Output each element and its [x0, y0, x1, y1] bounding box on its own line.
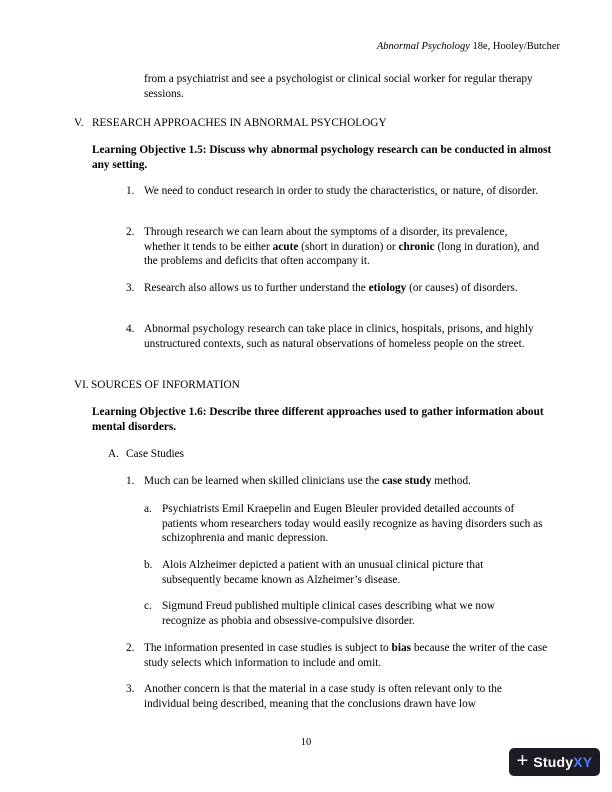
brand-logo: StudyXY — [533, 753, 593, 770]
studyxy-badge[interactable] — [509, 748, 600, 776]
plus-icon: + — [516, 750, 529, 772]
list-item-text: Research also allows us to further understand the etiology (or causes) of disorders. — [144, 282, 518, 294]
list-item-text: Much can be learned when skilled clinicians use the case study method. — [144, 475, 471, 487]
running-header — [377, 40, 560, 55]
list-item-text: Abnormal psychology research can take place in clinics, hospitals, prisons, and highly unstructured contexts, such as natural observations of homeless people on the street. — [144, 323, 534, 350]
list-number: 1. — [126, 185, 135, 197]
sublist-item-text: Sigmund Freud published multiple clinical cases describing what we now recognize as phobia and obsessive-compulsive disorder. — [162, 600, 495, 627]
term-chronic: chronic — [398, 240, 435, 253]
section-heading: SOURCES OF INFORMATION — [91, 379, 240, 391]
list-item-text: The information presented in case studies is subject to bias because the writer of the case study selects which information to include and omit. — [144, 642, 548, 669]
subsection-title: Case Studies — [126, 448, 185, 460]
sublist-letter: c. — [144, 600, 152, 612]
list-number: 2. — [126, 642, 135, 654]
list-number: 3. — [126, 683, 135, 695]
list-item-text: We need to conduct research in order to study the characteristics, or nature, of disorder. — [144, 185, 539, 197]
section-numeral: V. — [74, 117, 84, 129]
continuation-text: from a psychiatrist and see a psychologist or clinical social worker for regular therapy sessions. — [144, 73, 533, 100]
term-case-study: case study — [382, 475, 432, 487]
subsection-letter: A. — [108, 448, 119, 460]
list-number: 4. — [126, 323, 135, 335]
list-item-text: Another concern is that the material in a case study is often relevant only to the individual being described, meaning that the conclusions drawn have low — [144, 683, 502, 710]
section-heading: RESEARCH APPROACHES IN ABNORMAL PSYCHOLOGY — [92, 117, 387, 129]
page-number: 10 — [300, 737, 312, 748]
term-etiology: etiology — [368, 282, 407, 294]
learning-objective: Learning Objective 1.6: Describe three different approaches used to gather information about mental disorders. — [92, 406, 544, 433]
term-acute: acute — [272, 240, 299, 253]
section-numeral: VI. — [74, 379, 89, 391]
book-title: Abnormal Psychology — [376, 41, 470, 52]
sublist-letter: b. — [144, 559, 153, 571]
list-number: 1. — [126, 475, 135, 487]
list-item-text: Through research we can learn about the symptoms of a disorder, its prevalence, whether it tends to be either acute (short in duration) or chronic (long in duration), and the problems and deficits that often accompany it. — [144, 226, 540, 268]
list-number: 2. — [126, 226, 135, 238]
sublist-letter: a. — [144, 503, 152, 515]
sublist-item-text: Alois Alzheimer depicted a patient with an unusual clinical picture that subsequently became known as Alzheimer’s disease. — [162, 559, 484, 586]
learning-objective: Learning Objective 1.5: Discuss why abnormal psychology research can be conducted in almost any setting. — [92, 144, 552, 171]
edition-authors: 18e, Hooley/Butcher — [472, 41, 560, 52]
term-bias: bias — [391, 642, 411, 654]
list-number: 3. — [126, 282, 135, 294]
sublist-item-text: Psychiatrists Emil Kraepelin and Eugen Bleuler provided detailed accounts of patients whom researchers today would easily recognize as having disorders such as schizophrenia and manic depression. — [162, 503, 543, 545]
